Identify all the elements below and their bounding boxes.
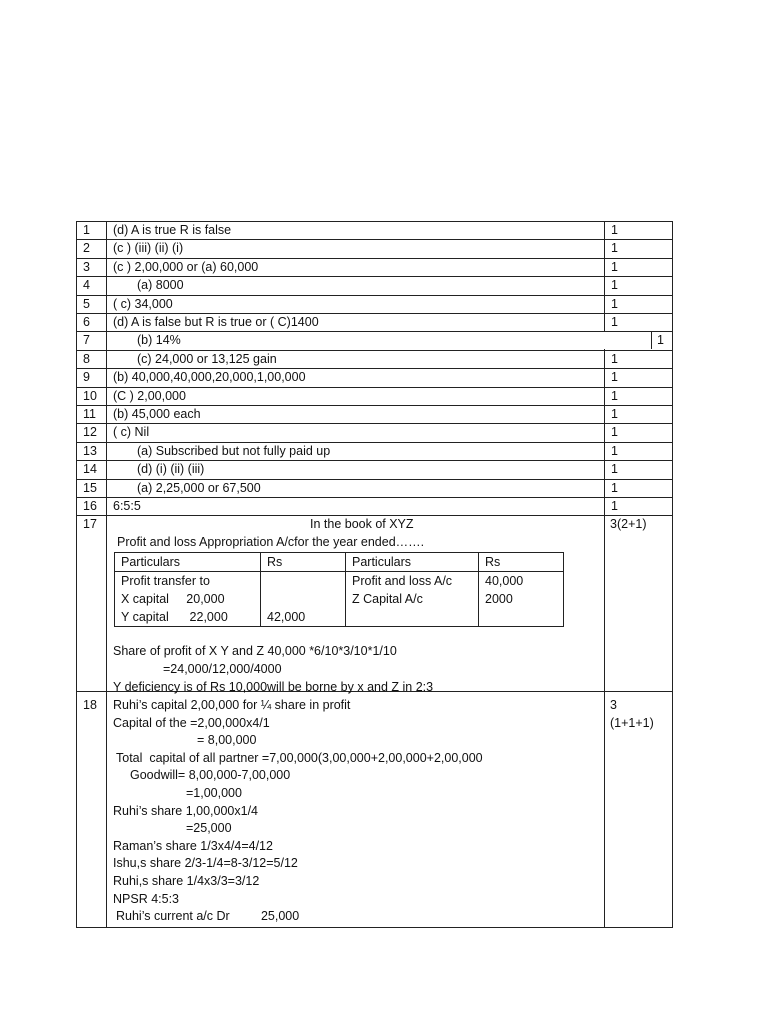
- credit-line: Z Capital A/c: [352, 592, 423, 606]
- row-answer: (a) 2,25,000 or 67,500: [137, 481, 261, 495]
- q17-note: Share of profit of X Y and Z 40,000 *6/10*3/10*1/10: [113, 644, 397, 658]
- row-number: 14: [83, 462, 97, 476]
- debit-particulars: [115, 572, 261, 627]
- debit-total: 42,000: [267, 610, 306, 624]
- q18-line: Total capital of all partner =7,00,000(3,00,000+2,00,000+2,00,000: [116, 751, 483, 765]
- q18-line: Ruhi,s share 1/4x3/3=3/12: [113, 874, 260, 888]
- q17-note: =24,000/12,000/4000: [163, 662, 282, 676]
- row-number: 2: [83, 241, 90, 255]
- row-answer: (d) A is true R is false: [113, 223, 232, 237]
- row-number: 8: [83, 352, 90, 366]
- row-answer: (a) Subscribed but not fully paid up: [137, 444, 331, 458]
- column-divider-number: [106, 221, 107, 928]
- row-marks: 1: [611, 370, 618, 384]
- debit-line: Profit transfer to: [121, 574, 210, 588]
- row-marks: 1: [611, 481, 618, 495]
- header-rs-left: Rs: [261, 553, 346, 572]
- q18-line: =25,000: [186, 821, 232, 835]
- row-answer: (b) 45,000 each: [113, 407, 201, 421]
- row-marks: 1: [611, 425, 618, 439]
- q18-line: Ishu,s share 2/3-1/4=8-3/12=5/12: [113, 856, 298, 870]
- column-divider-marks: [604, 349, 605, 928]
- row-answer: (d) A is false but R is true or ( C)1400: [113, 315, 319, 329]
- row-marks: 1: [611, 407, 618, 421]
- row-answer: (b) 40,000,40,000,20,000,1,00,000: [113, 370, 306, 384]
- row-number: 12: [83, 425, 97, 439]
- row-answer: (c ) (iii) (ii) (i): [113, 241, 184, 255]
- row-number: 4: [83, 278, 90, 292]
- debit-line: Y capital 22,000: [121, 610, 228, 624]
- row-marks: 1: [611, 315, 618, 329]
- q17-heading: In the book of XYZ: [310, 517, 414, 531]
- debit-line: X capital 20,000: [121, 592, 225, 606]
- appropriation-body-row: [115, 572, 564, 627]
- q17-note: Y deficiency is of Rs 10,000will be borne by x and Z in 2:3: [113, 680, 434, 694]
- row-answer: (C ) 2,00,000: [113, 389, 186, 403]
- credit-line: Profit and loss A/c: [352, 574, 453, 588]
- q18-number: 18: [83, 698, 97, 712]
- credit-value: 2000: [485, 592, 513, 606]
- row-answer: (c) 24,000 or 13,125 gain: [137, 352, 277, 366]
- q18-line: NPSR 4:5:3: [113, 892, 180, 906]
- row-marks: 1: [611, 499, 618, 513]
- row-marks: 1: [611, 278, 618, 292]
- q18-line: Ruhi’s capital 2,00,000 for ¼ share in profit: [113, 698, 351, 712]
- column-divider-marks-row7: [651, 331, 652, 349]
- q18-marks: 3: [610, 698, 617, 712]
- row-marks: 1: [611, 352, 618, 366]
- credit-amount: [479, 572, 564, 627]
- q18-line: Raman’s share 1/3x4/4=4/12: [113, 839, 273, 853]
- row-number: 13: [83, 444, 97, 458]
- q18-line: =1,00,000: [186, 786, 242, 800]
- header-rs-right: Rs: [479, 553, 564, 572]
- row-answer: ( c) Nil: [113, 425, 150, 439]
- credit-particulars: [346, 572, 479, 627]
- row-number: 16: [83, 499, 97, 513]
- row-number: 9: [83, 370, 90, 384]
- row-answer: (d) (i) (ii) (iii): [137, 462, 205, 476]
- row-marks: 1: [611, 260, 618, 274]
- appropriation-header-row: [115, 553, 564, 572]
- credit-value: 40,000: [485, 574, 524, 588]
- row-number: 5: [83, 297, 90, 311]
- row-number: 15: [83, 481, 97, 495]
- row-divider: [76, 423, 673, 424]
- q18-marks-breakdown: (1+1+1): [610, 716, 654, 730]
- q17-marks: 3(2+1): [610, 517, 647, 531]
- row-number: 1: [83, 223, 90, 237]
- row-answer: 6:5:5: [113, 499, 141, 513]
- row-marks: 1: [611, 297, 618, 311]
- q17-number: 17: [83, 517, 97, 531]
- row-marks: 1: [611, 462, 618, 476]
- q17-subheading: Profit and loss Appropriation A/cfor the year ended…….: [117, 535, 425, 549]
- q18-line: Ruhi’s current a/c Dr 25,000: [116, 909, 300, 923]
- row-number: 6: [83, 315, 90, 329]
- header-particulars-left: Particulars: [115, 553, 261, 572]
- appropriation-account-table: [114, 552, 564, 627]
- header-particulars-right: Particulars: [346, 553, 479, 572]
- row-number: 10: [83, 389, 97, 403]
- row-divider: [76, 497, 673, 498]
- row-marks: 1: [657, 333, 664, 347]
- row-marks: 1: [611, 444, 618, 458]
- row-answer: (c ) 2,00,000 or (a) 60,000: [113, 260, 259, 274]
- row-number: 7: [83, 333, 90, 347]
- q18-line: Goodwill= 8,00,000-7,00,000: [130, 768, 291, 782]
- row-marks: 1: [611, 223, 618, 237]
- row-number: 3: [83, 260, 90, 274]
- row-marks: 1: [611, 241, 618, 255]
- q18-line: = 8,00,000: [197, 733, 257, 747]
- row-answer: (b) 14%: [137, 333, 181, 347]
- row-marks: 1: [611, 389, 618, 403]
- row-answer: (a) 8000: [137, 278, 184, 292]
- debit-amount: [261, 572, 346, 627]
- q18-line: Capital of the =2,00,000x4/1: [113, 716, 270, 730]
- q18-line: Ruhi’s share 1,00,000x1/4: [113, 804, 259, 818]
- row-answer: ( c) 34,000: [113, 297, 173, 311]
- row-number: 11: [83, 407, 96, 421]
